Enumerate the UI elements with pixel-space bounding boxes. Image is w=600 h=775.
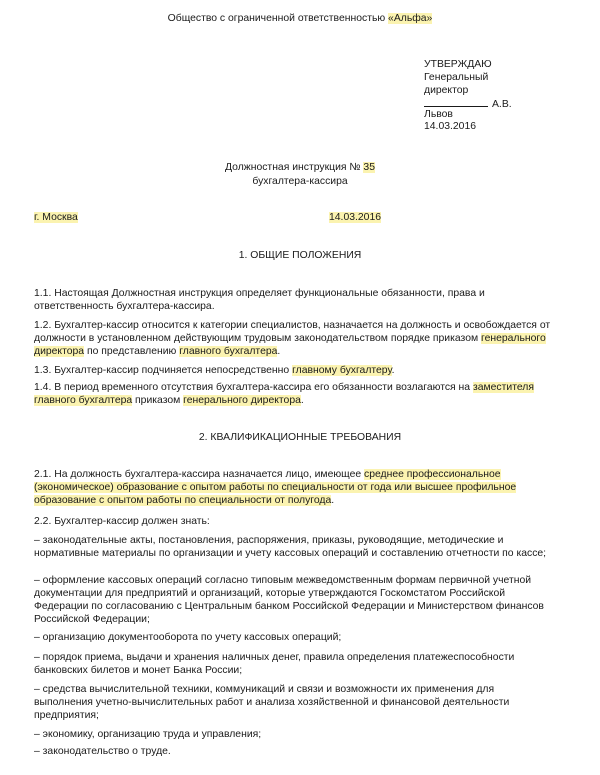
section-1-heading: 1. ОБЩИЕ ПОЛОЖЕНИЯ [238, 250, 362, 261]
knowledge-item: – оформление кассовых операций согласно типовым межведомственным формам первичной учетной документации для предприятий и организаций, которые утверждаются Госкомстатом Российской Федерации по согласованию с Центральным банком Российской Федерации и Министерством финансов Российской Федерации; [34, 575, 544, 625]
paragraph-2-2: 2.2. Бухгалтер-кассир должен знать: [34, 516, 210, 527]
document-city: г. Москва [34, 212, 78, 223]
document-subtitle: бухгалтера-кассира [252, 176, 348, 187]
approval-date: 14.03.2016 [424, 121, 477, 132]
director-initials: А.В. [492, 99, 512, 110]
knowledge-item: – организацию документооборота по учету кассовых операций; [34, 632, 342, 643]
paragraph-1-2: 1.2. Бухгалтер-кассир относится к категории специалистов, назначается на должность и освобождается от должности в установленном действующим трудовым законодательством порядке приказом генерального директора по представлению главного бухгалтера. [34, 320, 551, 357]
paragraph-1-4: 1.4. В период временного отсутствия бухгалтера-кассира его обязанности возлагаются на заместителя главного бухгалтера приказом генерального директора. [34, 382, 534, 406]
org-prefix: Общество с ограниченной ответственностью [167, 13, 389, 24]
knowledge-item: – средства вычислительной техники, коммуникаций и связи и возможности их применения для выполнения учетно-вычислительных работ и анализа хозяйственной и финансовой деятельности предприятия; [34, 684, 510, 721]
section-2-heading: 2. КВАЛИФИКАЦИОННЫЕ ТРЕБОВАНИЯ [198, 432, 402, 443]
knowledge-item: – порядок приема, выдачи и хранения наличных денег, правила определения платежеспособности банковских билетов и монет Банка России; [34, 652, 515, 676]
approval-position-line2: директор [424, 85, 469, 96]
approval-title: УТВЕРЖДАЮ [424, 59, 492, 70]
org-name: «Альфа» [388, 13, 433, 24]
knowledge-item: – законодательство о труде. [34, 746, 171, 757]
paragraph-1-3: 1.3. Бухгалтер-кассир подчиняется непосредственно главному бухгалтеру. [34, 365, 395, 376]
knowledge-item: – экономику, организацию труда и управления; [34, 729, 262, 740]
paragraph-1-1: 1.1. Настоящая Должностная инструкция определяет функциональные обязанности, права и ответственность бухгалтера-кассира. [34, 288, 485, 312]
approval-position-line1: Генеральный [424, 72, 489, 83]
document-title-text: Должностная инструкция № [225, 162, 364, 173]
document-date: 14.03.2016 [329, 212, 382, 223]
signature-line [424, 96, 488, 107]
document-number: 35 [363, 162, 375, 173]
director-name: Львов [424, 109, 453, 120]
document-title [0, 161, 600, 174]
organization-header [0, 12, 600, 25]
paragraph-2-1: 2.1. На должность бухгалтера-кассира назначается лицо, имеющее среднее профессиональное (экономическое) образование с опытом работы по специальности от года или высшее профильное образование с опытом работы по специальности от полугода. [34, 469, 517, 506]
knowledge-item: – законодательные акты, постановления, распоряжения, приказы, руководящие, методические и нормативные материалы по организации и учету кассовых операций и составлению отчетности по кассе; [34, 535, 547, 559]
